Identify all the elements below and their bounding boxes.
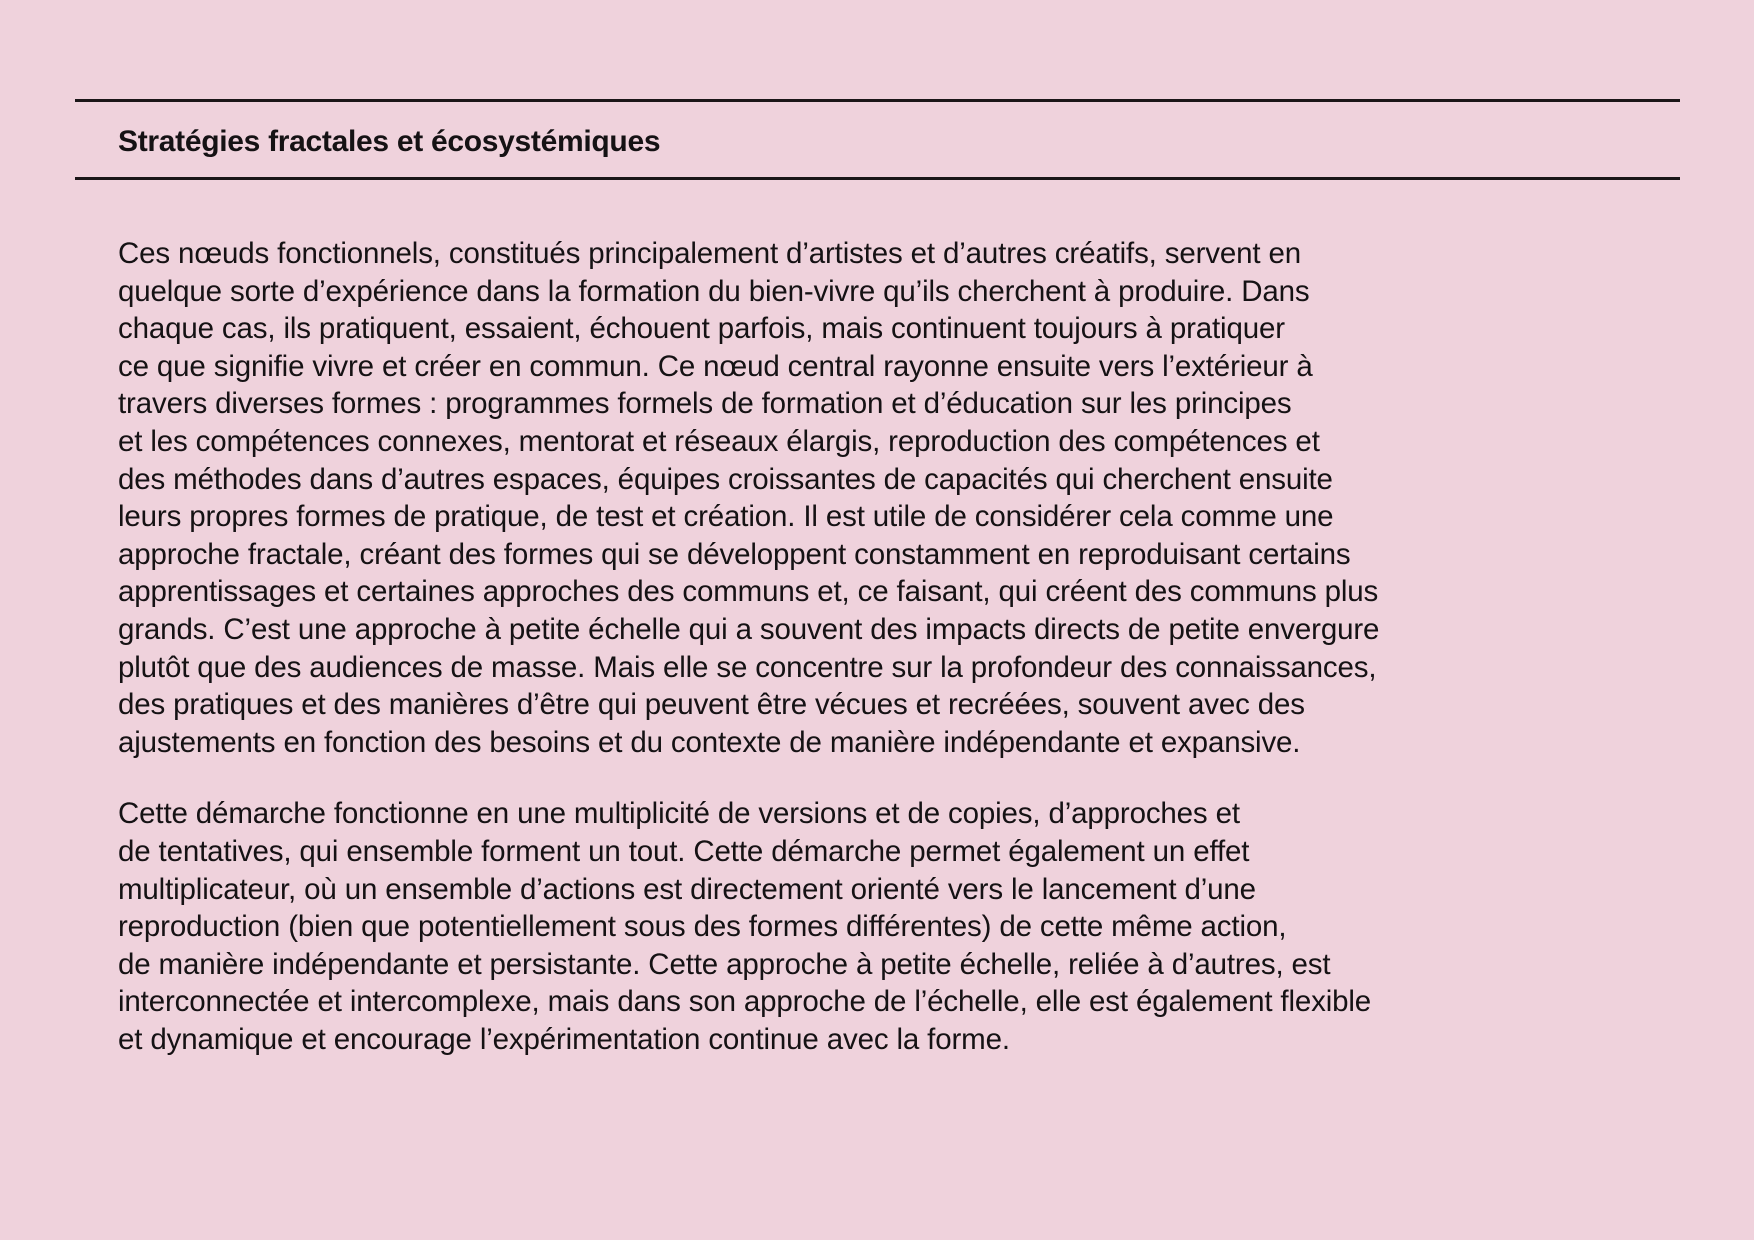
text-line: et les compétences connexes, mentorat et réseaux élargis, reproduction des compétences et — [118, 424, 1320, 458]
paragraph-2 — [118, 795, 1678, 1058]
text-line: de manière indépendante et persistante. Cette approche à petite échelle, reliée à d’autres, est — [118, 947, 1331, 981]
bottom-divider — [75, 177, 1680, 180]
text-line: quelque sorte d’expérience dans la formation du bien-vivre qu’ils cherchent à produire. Dans — [118, 274, 1310, 308]
paragraph-1 — [118, 235, 1678, 761]
text-line: reproduction (bien que potentiellement sous des formes différentes) de cette même action, — [118, 910, 1287, 944]
text-line: travers diverses formes : programmes formels de formation et d’éducation sur les principes — [118, 387, 1292, 421]
text-line: chaque cas, ils pratiquent, essaient, échouent parfois, mais continuent toujours à pratiquer — [118, 312, 1285, 346]
text-line: ajustements en fonction des besoins et du contexte de manière indépendante et expansive. — [118, 725, 1301, 759]
text-line: des pratiques et des manières d’être qui peuvent être vécues et recréées, souvent avec des — [118, 688, 1305, 722]
text-line: approche fractale, créant des formes qui se développent constamment en reproduisant certains — [118, 537, 1351, 571]
text-line: de tentatives, qui ensemble forment un tout. Cette démarche permet également un effet — [118, 834, 1250, 868]
text-line: interconnectée et intercomplexe, mais dans son approche de l’échelle, elle est également flexible — [118, 985, 1372, 1019]
text-line: et dynamique et encourage l’expérimentation continue avec la forme. — [118, 1022, 1010, 1056]
text-line: Ces nœuds fonctionnels, constitués principalement d’artistes et d’autres créatifs, servent en — [118, 237, 1302, 270]
text-line: des méthodes dans d’autres espaces, équipes croissantes de capacités qui cherchent ensuite — [118, 462, 1333, 496]
section-title: Stratégies fractales et écosystémiques — [118, 125, 661, 158]
text-line: grands. C’est une approche à petite échelle qui a souvent des impacts directs de petite envergure — [118, 612, 1380, 646]
text-line: multiplicateur, où un ensemble d’actions est directement orienté vers le lancement d’une — [118, 872, 1256, 906]
text-line: ce que signifie vivre et créer en commun. Ce nœud central rayonne ensuite vers l’extérieur à — [118, 349, 1313, 383]
text-line: plutôt que des audiences de masse. Mais elle se concentre sur la profondeur des connaissances, — [118, 650, 1377, 684]
body-text — [118, 235, 1678, 1092]
text-line: leurs propres formes de pratique, de test et création. Il est utile de considérer cela comme une — [118, 500, 1334, 534]
text-line: apprentissages et certaines approches des communs et, ce faisant, qui créent des communs plus — [118, 575, 1379, 609]
text-line: Cette démarche fonctionne en une multiplicité de versions et de copies, d’approches et — [118, 797, 1240, 831]
top-divider — [75, 99, 1680, 102]
